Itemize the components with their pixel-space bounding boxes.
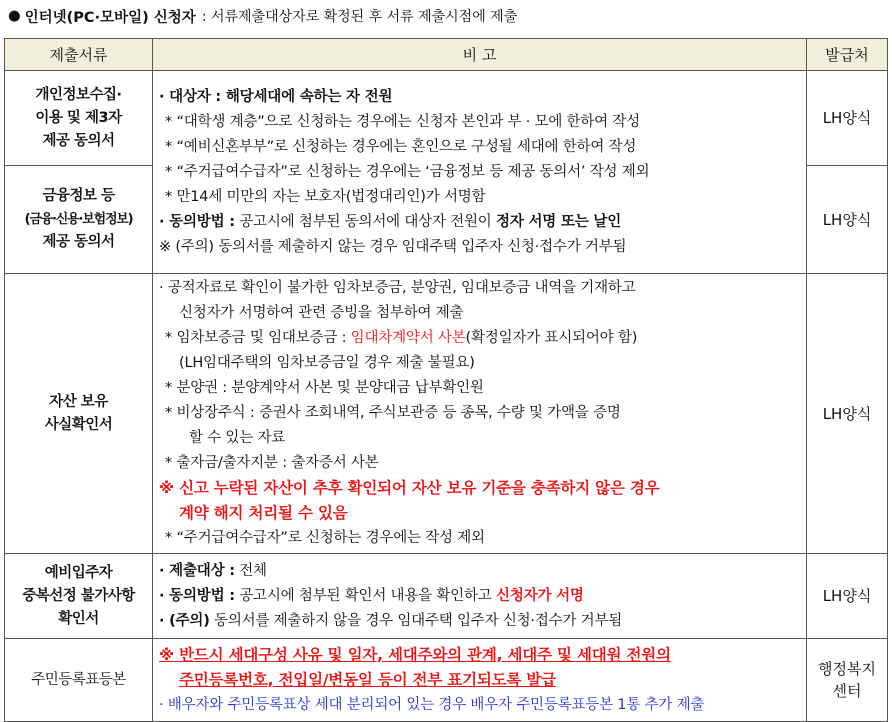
table-row [5, 71, 888, 166]
resident-warning: 주민등록번호, 전입일/변동일 등이 전부 표기되도록 발급 [179, 670, 556, 689]
issuer-cell: LH양식 [807, 274, 888, 554]
resident-notes [153, 639, 807, 722]
list-item: * 비상장주식 : 증권사 조회내역, 주식보관증 등 종목, 수량 및 가액을 증명 [165, 405, 621, 421]
list-item: (LH임대주택의 임차보증금일 경우 제출 불필요) [179, 355, 475, 371]
consent-notes [153, 71, 807, 274]
list-item: * 출자금/출자지분 : 출자증서 사본 [165, 455, 379, 471]
list-item: · (주의) 동의서를 제출하지 않을 경우 임대주택 입주자 신청·접수가 거부됨 [159, 612, 623, 629]
list-item: * “예비신혼부부”로 신청하는 경우에는 혼인으로 구성될 세대에 한하여 작성 [165, 138, 637, 155]
asset-warning: ※ 신고 누락된 자산이 추후 확인되어 자산 보유 기준을 충족하지 않은 경우 [159, 479, 660, 497]
consent-warning: ※ (주의) 동의서를 제출하지 않는 경우 임대주택 입주자 신청·접수가 거부됨 [159, 238, 627, 255]
list-item: * 만14세 미만의 자는 보호자(법정대리인)가 서명함 [165, 188, 486, 205]
list-item: 신청자가 서명하여 관련 증빙을 첨부하여 제출 [179, 305, 464, 321]
issuer-cell: 행정복지 센터 [807, 639, 888, 722]
doc-name-privacy-consent: 개인정보수집· 이용 및 제3자 제공 동의서 [5, 71, 153, 166]
doc-name-financial-consent: 금융정보 등 (금융·신용·보험정보) 제공 동의서 [5, 166, 153, 274]
list-item: * “주거급여수급자”로 신청하는 경우에는 ‘금융정보 등 제공 동의서’ 작성 제외 [165, 163, 650, 180]
document-table [4, 38, 888, 722]
list-item: * 임차보증금 및 임대보증금 : 임대차계약서 사본(확정일자가 표시되어야 함) [165, 330, 638, 346]
list-item: 할 수 있는 자료 [189, 430, 286, 446]
list-item: · 제출대상 : 전체 [159, 562, 267, 579]
issuer-cell: LH양식 [807, 71, 888, 166]
issuer-cell: LH양식 [807, 166, 888, 274]
table-row [5, 274, 888, 554]
list-item: * “주거급여수급자”로 신청하는 경우에는 작성 제외 [165, 530, 485, 546]
consent-target: · 대상자 : 해당세대에 속하는 자 전원 [159, 88, 393, 105]
doc-name-duplicate-confirmation: 예비입주자 중복선정 불가사항 확인서 [5, 554, 153, 639]
asset-warning: 계약 해지 처리될 수 있음 [179, 504, 348, 522]
header-title: 인터넷(PC·모바일) 신청자 [24, 9, 196, 26]
resident-warning: ※ 반드시 세대구성 사유 및 일자, 세대주와의 관계, 세대주 및 세대원 전원의 [159, 645, 671, 664]
section-header [8, 4, 517, 28]
table-row [5, 639, 888, 722]
column-header-note: 비 고 [153, 39, 807, 71]
list-item: · 배우자와 주민등록표상 세대 분리되어 있는 경우 배우자 주민등록표등본 1통 추가 제출 [159, 696, 705, 713]
consent-method: · 동의방법 : 공고시에 첨부된 동의서에 대상자 전원이 정자 서명 또는 날인 [159, 213, 622, 230]
list-item: · 공적자료로 확인이 불가한 임차보증금, 분양권, 임대보증금 내역을 기재하고 [159, 280, 636, 296]
doc-name-resident-registration: 주민등록표등본 [5, 639, 153, 722]
column-header-issuer: 발급처 [807, 39, 888, 71]
list-item: * 분양권 : 분양계약서 사본 및 분양대금 납부확인원 [165, 380, 484, 396]
asset-notes [153, 274, 807, 554]
column-header-doc: 제출서류 [5, 39, 153, 71]
duplicate-notes [153, 554, 807, 639]
table-header-row [5, 39, 888, 71]
bullet-icon: ● [8, 8, 21, 24]
list-item: · 동의방법 : 공고시에 첨부된 확인서 내용을 확인하고 신청자가 서명 [159, 587, 584, 604]
issuer-cell: LH양식 [807, 554, 888, 639]
table-row [5, 554, 888, 639]
list-item: * “대학생 계층”으로 신청하는 경우에는 신청자 본인과 부 · 모에 한하여 작성 [165, 113, 640, 130]
header-description: : 서류제출대상자로 확정된 후 서류 제출시점에 제출 [201, 9, 518, 25]
doc-name-asset-confirmation: 자산 보유 사실확인서 [5, 274, 153, 554]
